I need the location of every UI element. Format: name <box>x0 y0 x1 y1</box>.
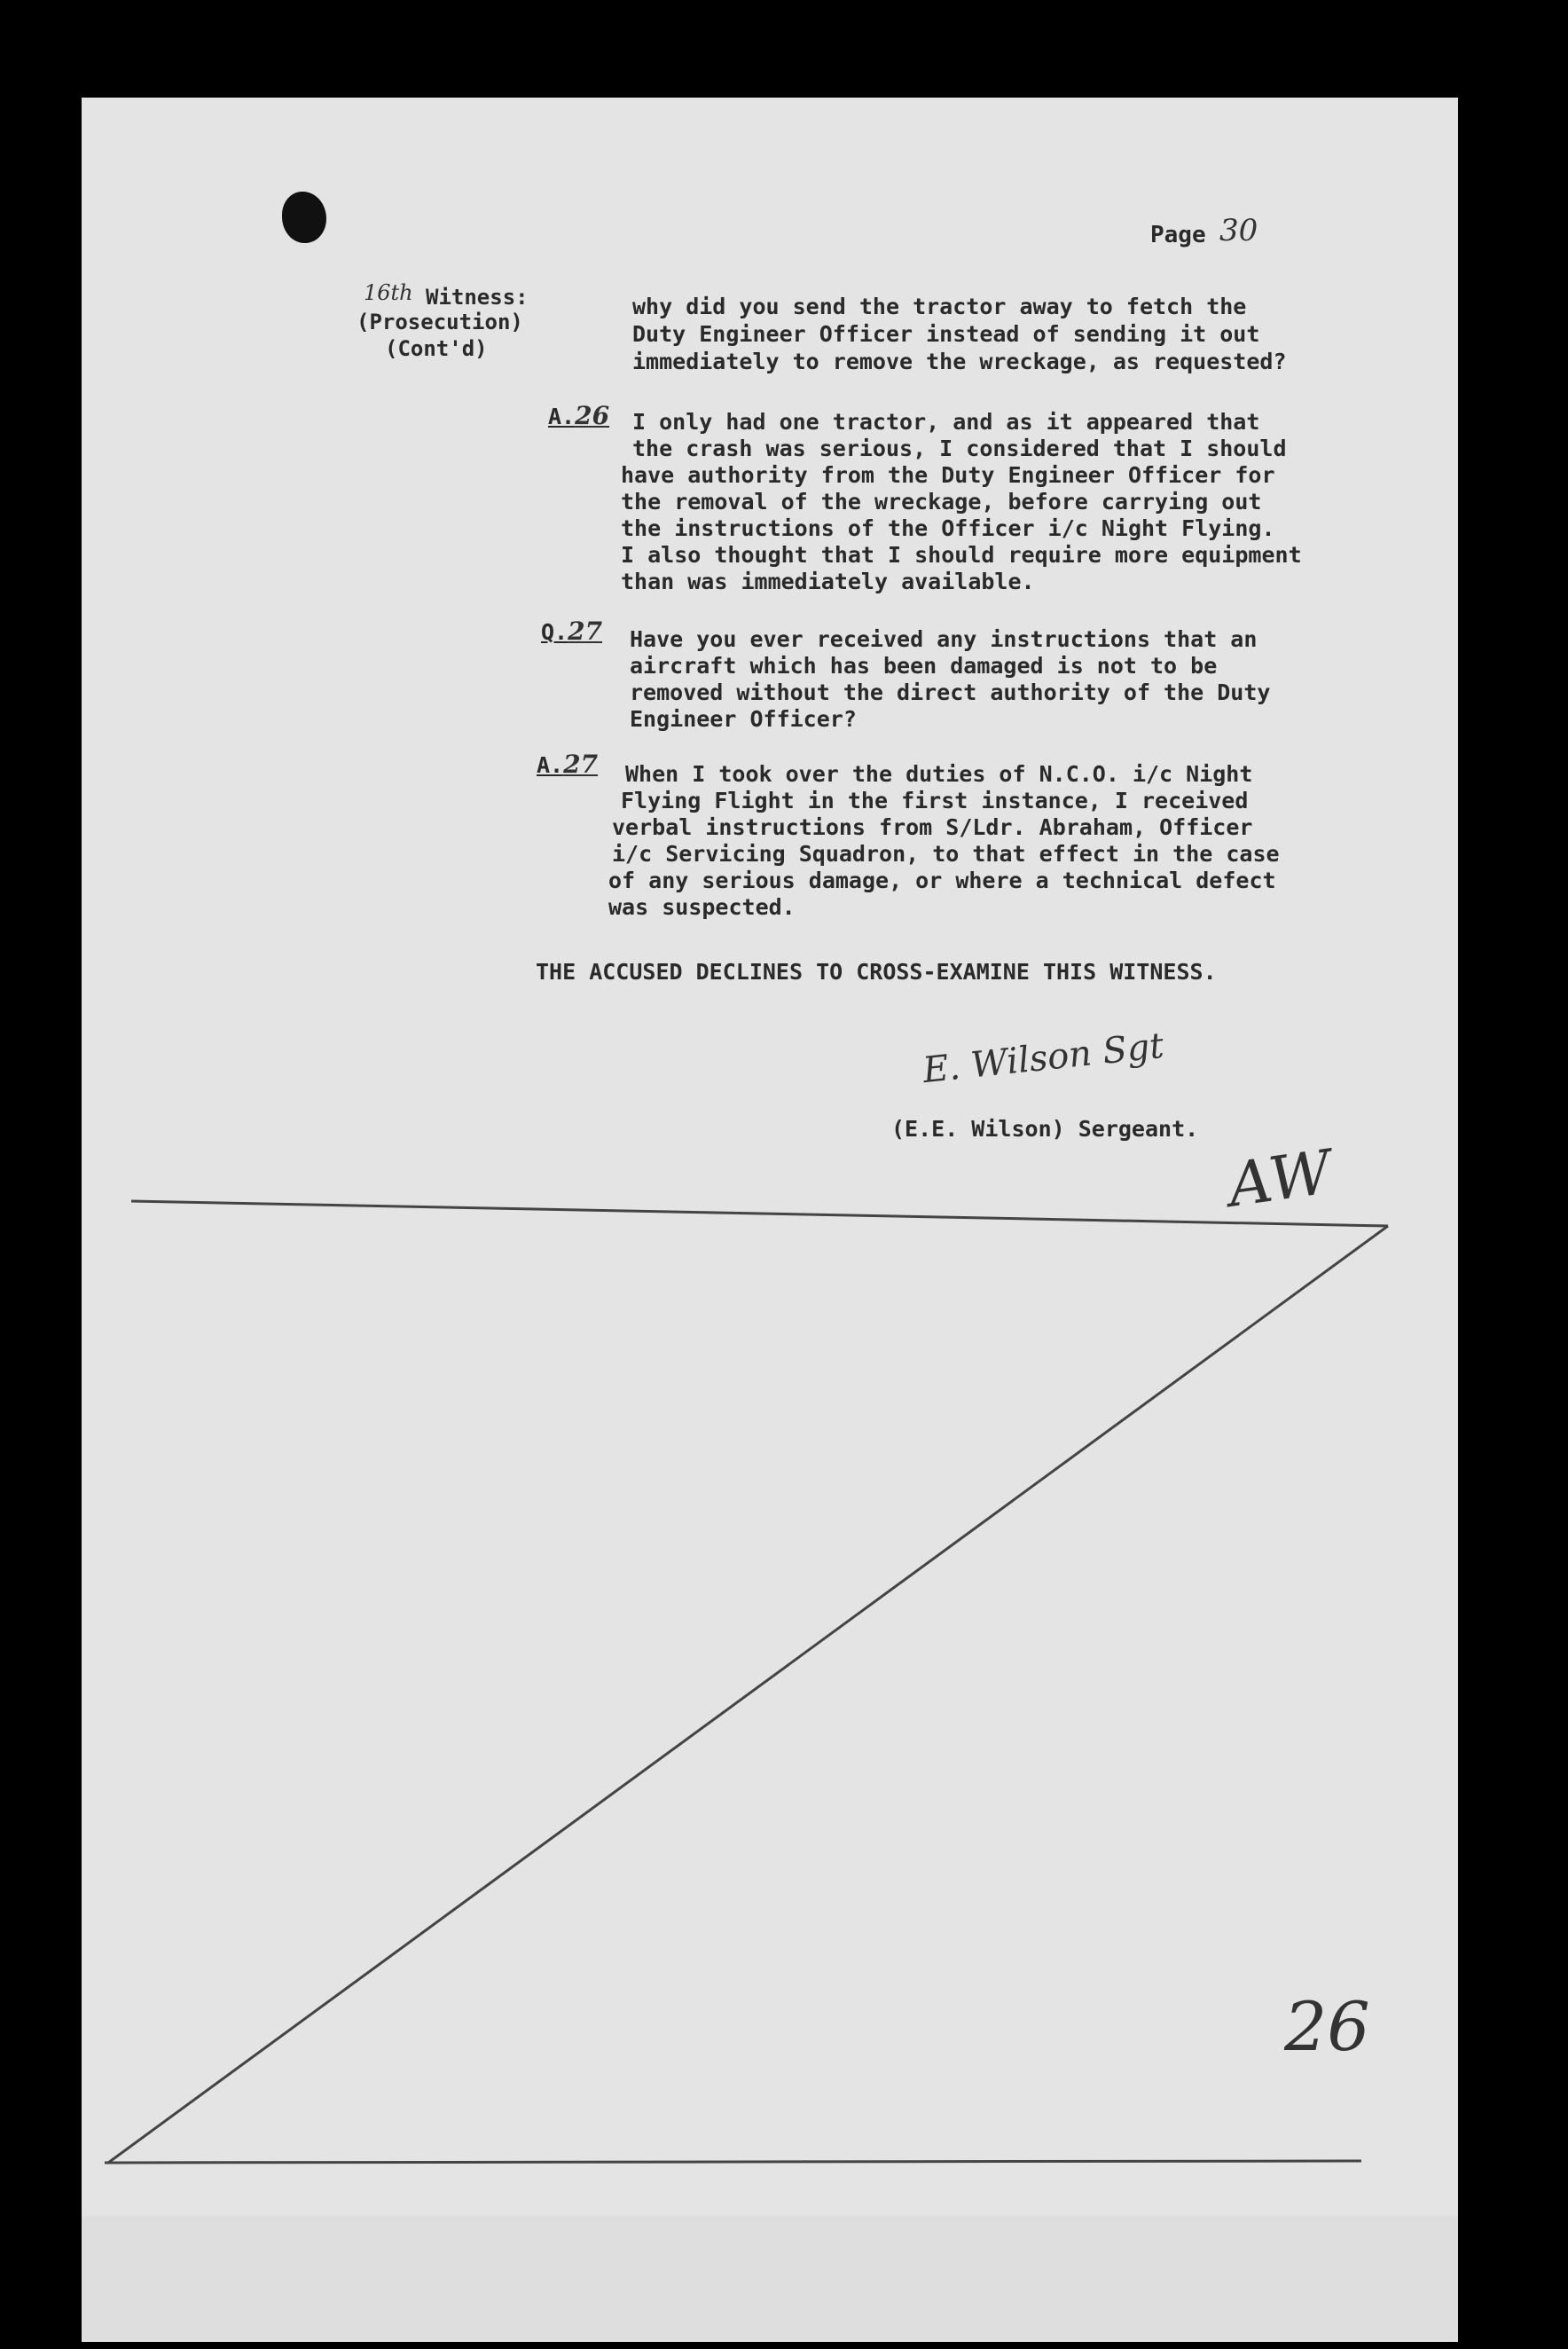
question-line: Engineer Officer? <box>630 706 857 732</box>
answer-line: I only had one tractor, and as it appeared that <box>632 409 1260 435</box>
folio-number-handwritten: 26 <box>1284 1987 1370 2066</box>
answer-marker: A.26 <box>548 401 610 430</box>
answer-marker: A.27 <box>537 750 599 779</box>
declines-statement: THE ACCUSED DECLINES TO CROSS-EXAMINE THIS WITNESS. <box>536 959 1217 985</box>
horizontal-rule-top <box>131 1201 1388 1226</box>
question-line: aircraft which has been damaged is not to be <box>630 653 1218 679</box>
page-label: Page <box>1150 222 1206 248</box>
answer-line: than was immediately available. <box>621 569 1035 594</box>
answer-line: have authority from the Duty Engineer Officer for <box>621 462 1275 488</box>
horizontal-rule-bottom <box>105 2161 1361 2163</box>
answer-line: the crash was serious, I considered that I should <box>632 436 1287 461</box>
witness-sub-contd: (Cont'd) <box>385 336 488 361</box>
diagonal-cancel-line <box>108 1226 1388 2163</box>
answer-line: of any serious damage, or where a technical defect <box>608 868 1276 893</box>
witness-ordinal: 16th <box>364 280 413 305</box>
question-marker: Q.27 <box>541 617 603 646</box>
question-line: immediately to remove the wreckage, as requested? <box>632 349 1287 374</box>
handwritten-signature: E. Wilson Sgt <box>921 1025 1166 1092</box>
answer-line: i/c Servicing Squadron, to that effect in the case <box>612 841 1280 867</box>
question-line: why did you send the tractor away to fetch the <box>632 294 1247 319</box>
answer-line: verbal instructions from S/Ldr. Abraham, Officer <box>612 814 1253 840</box>
typed-signature: (E.E. Wilson) Sergeant. <box>891 1116 1199 1142</box>
answer-line: the instructions of the Officer i/c Night Flying. <box>621 515 1275 541</box>
witness-label: Witness: <box>426 285 529 310</box>
answer-line: When I took over the duties of N.C.O. i/c Night <box>625 761 1253 787</box>
question-line: Have you ever received any instructions that an <box>630 626 1258 652</box>
witness-sub-prosecution: (Prosecution) <box>357 310 523 334</box>
answer-line: Flying Flight in the first instance, I received <box>621 788 1249 813</box>
initials-handwritten: AW <box>1224 1137 1337 1222</box>
answer-line: was suspected. <box>608 894 796 920</box>
question-line: Duty Engineer Officer instead of sending it out <box>632 321 1260 347</box>
question-line: removed without the direct authority of the Duty <box>630 680 1271 705</box>
answer-line: the removal of the wreckage, before carrying out <box>621 489 1262 515</box>
page-number-handwritten: 30 <box>1219 213 1258 248</box>
answer-line: I also thought that I should require more equipment <box>621 542 1302 568</box>
